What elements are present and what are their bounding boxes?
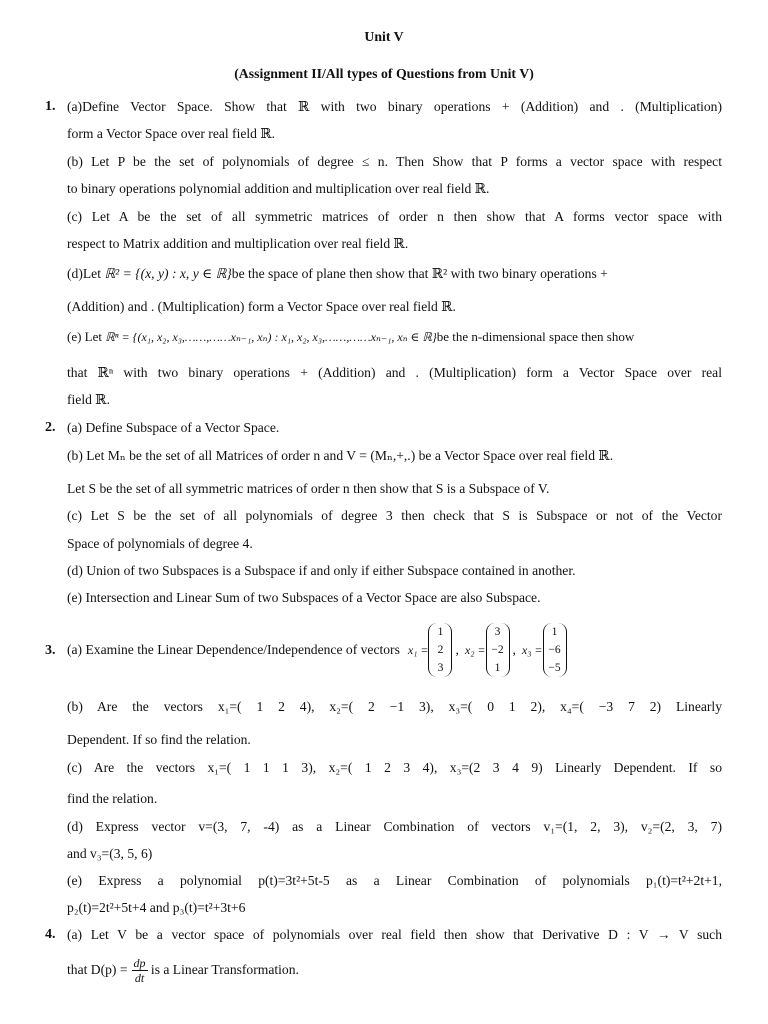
q3-e-line1: (e) Express a polynomial p(t)=3t²+5t-5 as a Linear Combination of polynomials p₁(t)=t²+2t+1,	[67, 873, 722, 888]
q4-a-suffix: is a Linear Transformation.	[147, 962, 299, 977]
assignment-subtitle: (Assignment II/All types of Questions from Unit V)	[234, 66, 534, 81]
q1-d-set-notation: ℝ² = {(x, y) : x, y ∈ ℝ}	[104, 266, 232, 281]
derivative-fraction	[132, 956, 148, 985]
q3-e-line2: p₂(t)=2t²+5t+4 and p₃(t)=t²+3t+6	[67, 900, 246, 915]
matrix-entry: 1	[551, 626, 558, 638]
q4-a-line1: (a) Let V be a vector space of polynomials over real field then show that Derivative D : V → V such	[67, 927, 722, 942]
q3-a-line: (a) Examine the Linear Dependence/Independence of vectors x₁ = 1 2 3 , x₂ = 3 −2 1 , x₃ = 1 −6 −5	[67, 617, 722, 683]
q3-a-vec1-label: x₁ =	[407, 642, 429, 657]
q4-a-prefix: that D(p) =	[67, 962, 128, 977]
q3-a-vector-1	[428, 623, 452, 677]
q2-c-line2: Space of polynomials of degree 4.	[67, 536, 253, 551]
q1-b-line1: (b) Let P be the set of polynomials of degree ≤ n. Then Show that P forms a vector space with respect	[67, 154, 722, 169]
matrix-entry: −6	[548, 644, 561, 656]
q1-d-suffix: be the space of plane then show that ℝ² with two binary operations +	[231, 266, 608, 281]
question-2-number: 2.	[45, 420, 56, 435]
q1-d-line2: (Addition) and . (Multiplication) form a Vector Space over real field ℝ.	[67, 299, 456, 314]
q2-b-line1: (b) Let Mₙ be the set of all Matrices of order n and V = (Mₙ,+,.) be a Vector Space over real field ℝ.	[67, 448, 614, 463]
q3-d-line1: (d) Express vector v=(3, 7, -4) as a Linear Combination of vectors v₁=(1, 2, 3), v₂=(2, 3, 7)	[67, 819, 722, 834]
unit-title: Unit V	[364, 29, 404, 44]
q2-c-line1: (c) Let S be the set of all polynomials of degree 3 then check that S is Subspace or not of the Vector	[67, 508, 722, 523]
matrix-entry: 1	[494, 662, 501, 674]
q2-d-line: (d) Union of two Subspaces is a Subspace if and only if either Subspace contained in another.	[67, 563, 576, 578]
q3-b-line1: (b) Are the vectors x₁=( 1 2 4), x₂=( 2 −1 3), x₃=( 0 1 2), x₄=( −3 7 2) Linearly	[67, 699, 722, 714]
q3-b-line2: Dependent. If so find the relation.	[67, 732, 251, 747]
q3-c-line1: (c) Are the vectors x₁=( 1 1 1 3), x₂=( 1 2 3 4), x₃=(2 3 4 9) Linearly Dependent. If so	[67, 760, 722, 775]
matrix-entry: 1	[437, 626, 444, 638]
q1-e-line2: that ℝⁿ with two binary operations + (Addition) and . (Multiplication) form a Vector Space over real	[67, 365, 722, 380]
matrix-entry: 3	[437, 662, 444, 674]
question-4-number: 4.	[45, 927, 56, 942]
q1-a-line1: (a)Define Vector Space. Show that ℝ with two binary operations + (Addition) and . (Multiplication)	[67, 99, 722, 114]
q1-e-prefix: (e) Let	[67, 329, 106, 344]
matrix-entry: −2	[491, 644, 504, 656]
q3-c-line2: find the relation.	[67, 791, 158, 806]
q1-e-line3: field ℝ.	[67, 392, 111, 407]
q3-a-vector-3	[543, 623, 567, 677]
q2-e-line: (e) Intersection and Linear Sum of two Subspaces of a Vector Space are also Subspace.	[67, 590, 541, 605]
q2-a-line: (a) Define Subspace of a Vector Space.	[67, 420, 280, 435]
q3-d-line2: and v₃=(3, 5, 6)	[67, 846, 153, 861]
fraction-denominator: dt	[134, 970, 145, 985]
fraction-numerator: dp	[133, 955, 146, 970]
q1-e-line1	[67, 329, 722, 345]
q3-a-vector-2	[486, 623, 510, 677]
q3-a-vec2-label: x₂ =	[464, 642, 486, 657]
q1-e-set-notation: ℝⁿ = {(x₁, x₂, x₃,……,……xₙ₋₁, xₙ) : x₁, x₂, x₃,……,……xₙ₋₁, xₙ ∈ ℝ}	[105, 330, 437, 344]
matrix-entry: −5	[548, 662, 561, 674]
q2-b-line2: Let S be the set of all symmetric matrices of order n then show that S is a Subspace of V.	[67, 481, 550, 496]
question-1-number: 1.	[45, 99, 56, 114]
q3-a-vec3-label: x₃ =	[521, 642, 543, 657]
q1-e-suffix: be the n-dimensional space then show	[436, 329, 635, 344]
q1-a-line2: form a Vector Space over real field ℝ.	[67, 126, 276, 141]
matrix-entry: 3	[494, 626, 501, 638]
q3-a-text: (a) Examine the Linear Dependence/Independence of vectors	[67, 642, 400, 657]
q1-c-line2: respect to Matrix addition and multiplication over real field ℝ.	[67, 236, 409, 251]
q4-a-line2	[67, 951, 722, 989]
q1-b-line2: to binary operations polynomial addition and multiplication over real field ℝ.	[67, 181, 490, 196]
q1-d-prefix: (d)Let	[67, 266, 105, 281]
q1-c-line1: (c) Let A be the set of all symmetric matrices of order n then show that A forms vector space with	[67, 209, 722, 224]
q1-d-line1	[67, 266, 722, 282]
question-3-number: 3.	[45, 643, 56, 658]
matrix-entry: 2	[437, 644, 444, 656]
